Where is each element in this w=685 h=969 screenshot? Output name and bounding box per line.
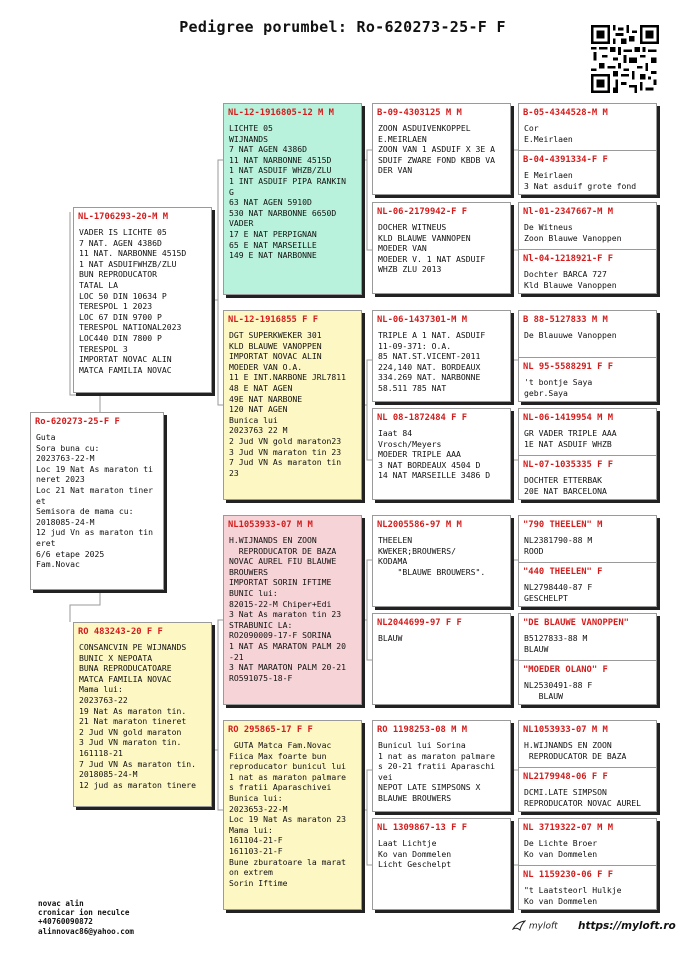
ring-number: NL2179948-06 F F [523,772,608,782]
pedigree-card-gen4-pair [518,720,657,812]
ring-number: B-09-4303125 M M [377,108,462,118]
pigeon-notes: CONSANCVIN PE WIJNANDS BUNIC X NEPOATA BUNA REPRODUCATOARE MATCA FAMILIA NOVAC Mama lui: 2023763-22 19 Nat As maraton tin. 21 Nat maraton tineret 2 Jud VN gold maraton 3 Jud VN maraton tin. 161118-21 7 Jud VN As maraton tin. 2018085-24-M 12 jud as maraton tinere [79,642,196,790]
ring-number: NL 3719322-07 M M [523,823,614,833]
pigeon-notes: VADER IS LICHTE 05 7 NAT. AGEN 4386D 11 NAT. NARBONNE 4515D 1 NAT ASDUIFWHZB/ZLU BUN REPRODUCATOR TATAL LA LOC 50 DIN 10634 P TERESPOL 1 2023 LOC 67 DIN 9700 P TERESPOL NATIONAL2023 LOC440 DIN 7800 P TERESPOL 3 IMPORTAT NOVAC ALIN MATCA FAMILIA NOVAC [79,227,187,375]
pigeon-notes: H.WIJNANDS EN ZOON REPRODUCATOR DE BAZA NOVAC AUREL FIU BLAUWE BROUWERS IMPORTAT SORIN IFTIME BUNIC lui: 82015-22-M Chiper+Edi 3 Nat As maraton tin 23 STRABUNIC LA: RO2090009-17-F SORINA 1 NAT AS MARATON PALM 20 -21 3 NAT MARATON PALM 20-21 RO591075-18-F [229,535,346,683]
gen4-bottom [519,562,656,607]
gen4-bottom [519,357,656,402]
pigeon-notes: E Meirlaen 3 Nat asduif grote fond [524,170,637,191]
ring-number: B-04-4391334-F F [523,155,608,165]
owner-email[interactable]: alinnovac86@yahoo.com [38,926,135,936]
ring-number: NL2005586-97 M M [377,520,462,530]
pigeon-notes: 't bontje Saya gebr.Saya [524,377,593,398]
ring-number: Nl-01-2347667-M M [523,207,614,217]
owner-name: novac alin [38,899,84,908]
ring-number: NL-07-1035335 F F [523,460,614,470]
pigeon-notes: NL2798440-87 F GESCHELPT [524,582,593,603]
owner-address: cronicar ion neculce [38,908,130,918]
pedigree-card-gen4-pair [518,613,657,705]
pedigree-card-gen3 [372,103,511,195]
myloft-logo [512,920,558,932]
pigeon-notes: DCMI.LATE SIMPSON REPRODUCATOR NOVAC AUREL [524,787,641,808]
ring-number: NL1053933-07 M M [228,520,313,530]
ring-number: RO 295865-17 F F [228,725,313,735]
ring-number: RO 483243-20 F F [78,627,163,637]
pedigree-card-mother [73,622,212,807]
gen4-top [519,311,656,357]
owner-phone: +40760090872 [38,917,93,927]
ring-number: NL 1309867-13 F F [377,823,468,833]
pigeon-notes: Laat Lichtje Ko van Dommelen Licht Geschelpt [378,838,452,870]
pedigree-card-gen3 [372,515,511,607]
pigeon-notes: Guta Sora buna cu: 2023763-22-M Loc 19 Nat As maraton ti neret 2023 Loc 21 Nat maraton tiner et Semisora de mama cu: 2018085-24-M 12 jud Vn as maraton tin eret 6/6 etape 2025 Fam.Novac [36,432,153,570]
gen4-top [519,721,656,767]
pigeon-notes: DOCHER WITNEUS KLD BLAUWE VANNOPEN MOEDER VAN MOEDER V. 1 NAT ASDUIF WHZB ZLU 2013 [378,222,486,275]
pigeon-notes: Cor E.Meirlaen [524,123,573,144]
ring-number: RO 1198253-08 M M [377,725,468,735]
gen4-bottom [519,455,656,500]
gen4-top [519,104,656,150]
ring-number: Nl-04-1218921-F F [523,254,614,264]
pigeon-notes: De Blauuwe Vanoppen [524,330,617,340]
logo-text: myloft [528,921,558,932]
ring-number: NL-06-2179942-F F [377,207,468,217]
ring-number: NL1053933-07 M M [523,725,608,735]
ring-number: "790 THEELEN" M [523,520,603,530]
pigeon-notes: DGT SUPERKWEKER 301 KLD BLAUWE VANOPPEN IMPORTAT NOVAC ALIN MOEDER VAN O.A. 11 E INT.NARBONE JRL7811 48 E NAT AGEN 49E NAT NARBONE 120 NAT AGEN Bunica lui 2023763 22 M 2 Jud VN gold maraton23 3 Jud VN maraton tin 23 7 Jud VN As maraton tin 23 [229,330,346,478]
pedigree-card-gen3 [372,613,511,705]
ring-number: NL 95-5588291 F F [523,362,614,372]
pigeon-notes: LICHTE 05 WIJNANDS 7 NAT AGEN 4386D 11 NAT NARBONNE 4515D 1 NAT ASDUIF WHZB/ZLU 1 INT ASDUIF PIPA RANKIN G 63 NAT AGEN 5910D 530 NAT NARBONNE 6650D VADER 17 E NAT PERPIGNAN 65 E NAT MARSEILLE 149 E NAT NARBONNE [229,123,346,261]
pedigree-card-gen2 [223,310,362,500]
pigeon-notes: NL2530491-88 F BLAUW [524,680,593,701]
ring-number: "DE BLAUWE VANOPPEN" [523,618,629,628]
ring-number: Ro-620273-25-F F [35,417,120,427]
pigeon-notes: BLAUW [378,633,403,643]
gen4-bottom [519,249,656,294]
pigeon-notes: B5127833-88 M BLAUW [524,633,588,654]
pedigree-card-gen4-pair [518,818,657,910]
website-link[interactable]: https://myloft.ro [578,920,676,932]
pedigree-card-father [73,207,212,393]
pigeon-notes: "t Laatsteorl Hulkje Ko van Dommelen [524,885,622,906]
pedigree-card-gen3 [372,202,511,294]
pedigree-card-gen3 [372,818,511,910]
pedigree-card-gen4-pair [518,515,657,607]
ring-number: "MOEDER OLANO" F [523,665,608,675]
page-title: Pedigree porumbel: Ro-620273-25-F F [179,18,506,36]
gen4-top [519,203,656,249]
pigeon-notes: NL2381790-88 M ROOD [524,535,593,556]
pedigree-card-subject [30,412,164,590]
gen4-bottom [519,865,656,910]
ring-number: NL 08-1872484 F F [377,413,468,423]
ring-number: "440 THEELEN" F [523,567,603,577]
pigeon-notes: Dochter BARCA 727 Kld Blauwe Vanoppen [524,269,617,290]
pigeon-notes: De Lichte Broer Ko van Dommelen [524,838,598,859]
pedigree-card-gen3 [372,408,511,500]
pigeon-notes: De Witneus Zoon Blauwe Vanoppen [524,222,622,243]
pigeon-notes: DOCHTER ETTERBAK 20E NAT BARCELONA [524,475,607,496]
pigeon-notes: Iaat 84 Vrosch/Meyers MOEDER TRIPLE AAA 3 NAT BORDEAUX 4504 D 14 NAT MARSEILLE 3486 D [378,428,491,481]
pigeon-notes: Bunicul lui Sorina 1 nat as maraton palmare s 20-21 fratii Aparaschi vei NEPOT LATE SIMPSONS X BLAUWE BROUWERS [378,740,495,803]
ring-number: NL-12-1916805-12 M M [228,108,334,118]
pigeon-notes: THEELEN KWEKER;BROUWERS/ KODAMA "BLAUWE BROUWERS". [378,535,486,577]
pedigree-card-gen3 [372,720,511,812]
gen4-bottom [519,150,656,195]
pedigree-card-gen2 [223,720,362,910]
gen4-bottom [519,660,656,705]
pedigree-card-gen4-pair [518,202,657,294]
gen4-top [519,409,656,455]
pigeon-logo-icon [512,920,526,932]
gen4-top [519,516,656,562]
ring-number: NL-06-1437301-M M [377,315,468,325]
pedigree-card-gen3 [372,310,511,402]
gen4-top [519,819,656,865]
pigeon-notes: TRIPLE A 1 NAT. ASDUIF 11-09-371: O.A. 85 NAT.ST.VICENT-2011 224,140 NAT. BORDEAUX 334.269 NAT. NARBONNE 58.511 785 NAT [378,330,486,393]
pedigree-card-gen4-pair [518,103,657,195]
pedigree-card-gen2 [223,103,362,295]
pedigree-card-gen2 [223,515,362,705]
pigeon-notes: ZOON ASDUIVENKOPPEL E.MEIRLAEN ZOON VAN 1 ASDUIF X 3E A SDUIF ZWARE FOND KBDB VA DER VAN [378,123,495,176]
ring-number: NL-1706293-20-M M [78,212,169,222]
ring-number: B 88-5127833 M M [523,315,608,325]
gen4-bottom [519,767,656,812]
pigeon-notes: GR VADER TRIPLE AAA 1E NAT ASDUIF WHZB [524,428,617,449]
pedigree-card-gen4-pair [518,408,657,500]
pigeon-notes: GUTA Matca Fam.Novac Fiica Max foarte bun reproducator bunicul lui 1 nat as maraton palmare s fratii Aparaschivei Bunica lui: 2023653-22-M Loc 19 Nat As maraton 23 Mama lui: 161104-21-F 161103-21-F Bune zburatoare la marat on extrem Sorin Iftime [229,740,346,888]
ring-number: NL-06-1419954 M M [523,413,614,423]
gen4-top [519,614,656,660]
ring-number: NL 1159230-06 F F [523,870,614,880]
pigeon-notes: H.WIJNANDS EN ZOON REPRODUCATOR DE BAZA [524,740,627,761]
ring-number: B-05-4344528-M M [523,108,608,118]
ring-number: NL2044699-97 F F [377,618,462,628]
ring-number: NL-12-1916855 F F [228,315,319,325]
pedigree-card-gen4-pair [518,310,657,402]
owner-contact [38,899,134,936]
